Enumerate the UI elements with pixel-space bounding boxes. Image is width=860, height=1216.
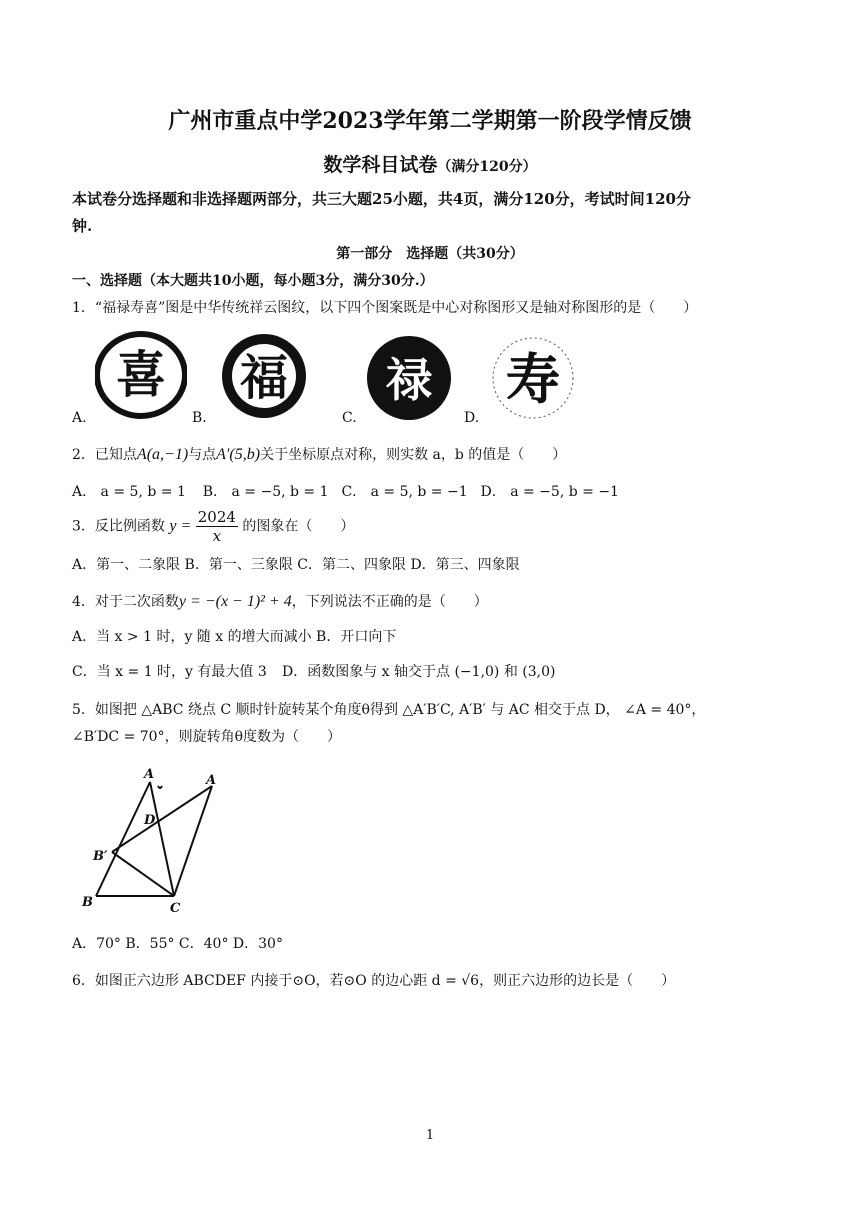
q3-suffix: 的图象在（ ） xyxy=(242,518,355,535)
question-6-text: 6．如图正六边形 ABCDEF 内接于⊙O，若⊙O 的边心距 d = √6，则正六边形的边长是（ ） xyxy=(72,973,676,989)
shou-glyph: 寿 xyxy=(506,347,560,411)
q4-option-a-b: A．当 x > 1 时，y 随 x 的增大而减小 B．开口向下 xyxy=(72,629,397,645)
q4-suffix: ，下列说法不正确的是（ ） xyxy=(291,594,488,610)
q3-numerator: 2024 xyxy=(197,508,236,526)
q2-mid: 与点 xyxy=(188,447,217,463)
exam-subtitle-row xyxy=(0,150,860,177)
lu-glyph: 禄 xyxy=(386,353,432,407)
q1-option-a: A. xyxy=(72,410,87,426)
exam-title: 广州市重点中学2023学年第二学期第一阶段学情反馈 xyxy=(168,108,692,134)
label-c: C xyxy=(170,901,181,914)
part-title: 第一部分 选择题（共30分） xyxy=(336,246,524,262)
rotation-triangle-figure xyxy=(78,764,228,914)
section-heading: 一、选择题（本大题共10小题，每小题3分，满分30分.） xyxy=(72,273,434,289)
edge-ac xyxy=(150,782,174,896)
q3-prefix: 3．反比例函数 xyxy=(72,518,165,535)
question-5-line-1: 5．如图把 △ABC 绕点 C 顺时针旋转某个角度θ得到 △A′B′C, A′B′ 与 AC 相交于点 D， ∠A = 40°， xyxy=(72,702,706,718)
q3-denominator: x xyxy=(212,527,222,545)
full-score-note: （满分120分） xyxy=(437,159,537,175)
xi-glyph: 喜 xyxy=(116,345,166,404)
label-d: D xyxy=(144,813,156,828)
question-2-text xyxy=(72,444,566,464)
edge-ab xyxy=(96,782,150,896)
q4-option-c: C．当 x = 1 时，y 有最大值 3 xyxy=(72,664,267,680)
question-1-text: 1．“福禄寿喜”图是中华传统祥云图纹，以下四个图案既是中心对称图形又是轴对称图形的是（ ） xyxy=(72,300,698,316)
q2-option-d: D． a = −5, b = −1 xyxy=(480,484,619,500)
q1-option-d: D. xyxy=(464,410,480,426)
q2-option-c: C． a = 5, b = −1 xyxy=(341,484,468,500)
q1-option-c: C. xyxy=(342,410,357,426)
instructions-line-1: 本试卷分选择题和非选择题两部分，共三大题25小题，共4页，满分120分，考试时间120分 xyxy=(72,190,691,208)
exam-subtitle: 数学科目试卷 xyxy=(323,154,438,176)
q2-prefix: 2．已知点 xyxy=(72,447,137,463)
xi-emblem-icon xyxy=(95,330,187,420)
q4-option-d: D．函数图象与 x 轴交于点 (−1,0) 和 (3,0) xyxy=(282,664,556,680)
shou-emblem-icon xyxy=(490,336,576,420)
label-a-prime: A xyxy=(206,773,217,788)
question-4-text xyxy=(72,591,488,611)
q2-point-a: A(a,−1) xyxy=(136,446,189,463)
page-number: 1 xyxy=(425,1128,435,1143)
fu-emblem-icon xyxy=(218,332,310,420)
fu-glyph: 福 xyxy=(239,350,289,406)
label-b-prime: B′ xyxy=(93,849,108,864)
lu-emblem-icon xyxy=(363,334,455,422)
instructions-line-2: 钟. xyxy=(72,217,93,235)
edge-a-prime-c xyxy=(174,786,212,896)
q4-function: y = −(x − 1)² + 4 xyxy=(178,593,292,610)
question-3-text xyxy=(72,508,354,545)
q2-options xyxy=(72,481,619,501)
label-a: A xyxy=(144,767,155,782)
angle-a-arc xyxy=(158,786,162,788)
q2-option-b: B． a = −5, b = 1 xyxy=(202,484,329,500)
q2-suffix: 关于坐标原点对称，则实数 a，b 的值是（ ） xyxy=(260,447,567,463)
q3-options: A．第一、二象限 B．第一、三象限 C．第二、四象限 D．第三、四象限 xyxy=(72,557,520,573)
q5-options: A．70° B．55° C．40° D．30° xyxy=(72,936,283,952)
q4-prefix: 4．对于二次函数 xyxy=(72,594,179,610)
question-5-line-2: ∠B′DC = 70°，则旋转角θ度数为（ ） xyxy=(72,729,342,745)
q2-point-a-prime: A′(5,b) xyxy=(216,446,261,463)
label-b: B xyxy=(82,895,93,910)
q2-option-a: A． a = 5, b = 1 xyxy=(72,484,186,500)
q3-func-y: y = xyxy=(169,517,192,535)
q1-option-b: B. xyxy=(192,410,207,426)
q3-fraction xyxy=(196,508,238,545)
edge-b-prime-c xyxy=(112,852,174,896)
